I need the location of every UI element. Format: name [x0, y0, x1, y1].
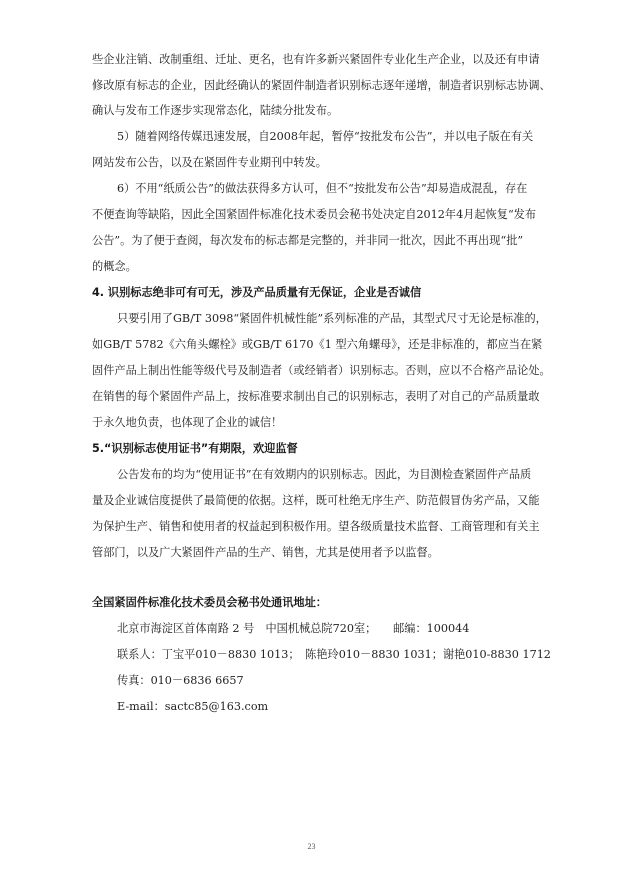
- body-line: 量及企业诚信度提供了最简便的依据。这样，既可杜绝无序生产、防范假冒伪劣产品，又能: [92, 494, 540, 507]
- body-line: 管部门，以及广大紧固件产品的生产、销售，尤其是使用者予以监督。: [92, 546, 439, 559]
- body-line: 为保护生产、销售和使用者的权益起到积极作用。望各级质量技术监督、工商管理和有关主: [92, 520, 540, 533]
- body-line: 网站发布公告，以及在紧固件专业期刊中转发。: [92, 156, 327, 169]
- body-line: 在销售的每个紧固件产品上，按标准要求制出自己的识别标志，表明了对自己的产品质量敢: [92, 390, 540, 403]
- body-line: 5）随着网络传媒迅速发展，自2008年起，暂停“按批发布公告”，并以电子版在有关: [117, 130, 534, 143]
- body-line: 只要引用了GB/T 3098“紧固件机械性能”系列标准的产品，其型式尺寸无论是标准的，: [117, 312, 547, 325]
- page-number: 23: [307, 842, 316, 851]
- body-line: 公告发布的均为“使用证书”在有效期内的识别标志。因此，为目测检查紧固件产品质: [117, 468, 532, 481]
- contact-fax: 传真：010－6836 6657: [117, 674, 244, 687]
- contact-persons: 联系人：丁宝平010－8830 1013； 陈艳玲010－8830 1031；谢艳010-8830 1712: [117, 648, 551, 661]
- body-line: 固件产品上制出性能等级代号及制造者（或经销者）识别标志。否则，应以不合格产品论处。: [92, 364, 551, 377]
- body-line: 于永久地负责，也体现了企业的诚信！: [92, 416, 283, 429]
- contact-email: E-mail：sactc85@163.com: [117, 700, 269, 713]
- body-line: 些企业注销、改制重组、迁址、更名，也有许多新兴紧固件专业化生产企业，以及还有申请: [92, 53, 540, 66]
- body-line: 的概念。: [92, 260, 137, 273]
- contact-heading: 全国紧固件标准化技术委员会秘书处通讯地址：: [92, 596, 327, 609]
- body-line: 不便查询等缺陷，因此全国紧固件标准化技术委员会秘书处决定自2012年4月起恢复“发布: [92, 208, 537, 221]
- body-line: 公告”。为了便于查阅，每次发布的标志都是完整的，并非同一批次，因此不再出现“批”: [92, 234, 524, 247]
- section-heading: 5.“识别标志使用证书”有期限，欢迎监督: [92, 442, 298, 455]
- body-line: 如GB/T 5782《六角头螺栓》或GB/T 6170《1 型六角螺母》，还是非标准的，都应当在紧: [92, 338, 543, 351]
- body-line: 修改原有标志的企业，因此经确认的紧固件制造者识别标志逐年递增，制造者识别标志协调、: [92, 79, 551, 92]
- contact-address: 北京市海淀区首体南路 2 号 中国机械总院720室； 邮编：100044: [117, 622, 470, 635]
- body-line: 6）不用“纸质公告”的做法获得多方认可，但不“按批发布公告”却易造成混乱，存在: [117, 182, 528, 195]
- body-line: 确认与发布工作逐步实现常态化，陆续分批发布。: [92, 104, 339, 117]
- section-heading: 4. 识别标志绝非可有可无，涉及产品质量有无保证，企业是否诚信: [92, 286, 422, 299]
